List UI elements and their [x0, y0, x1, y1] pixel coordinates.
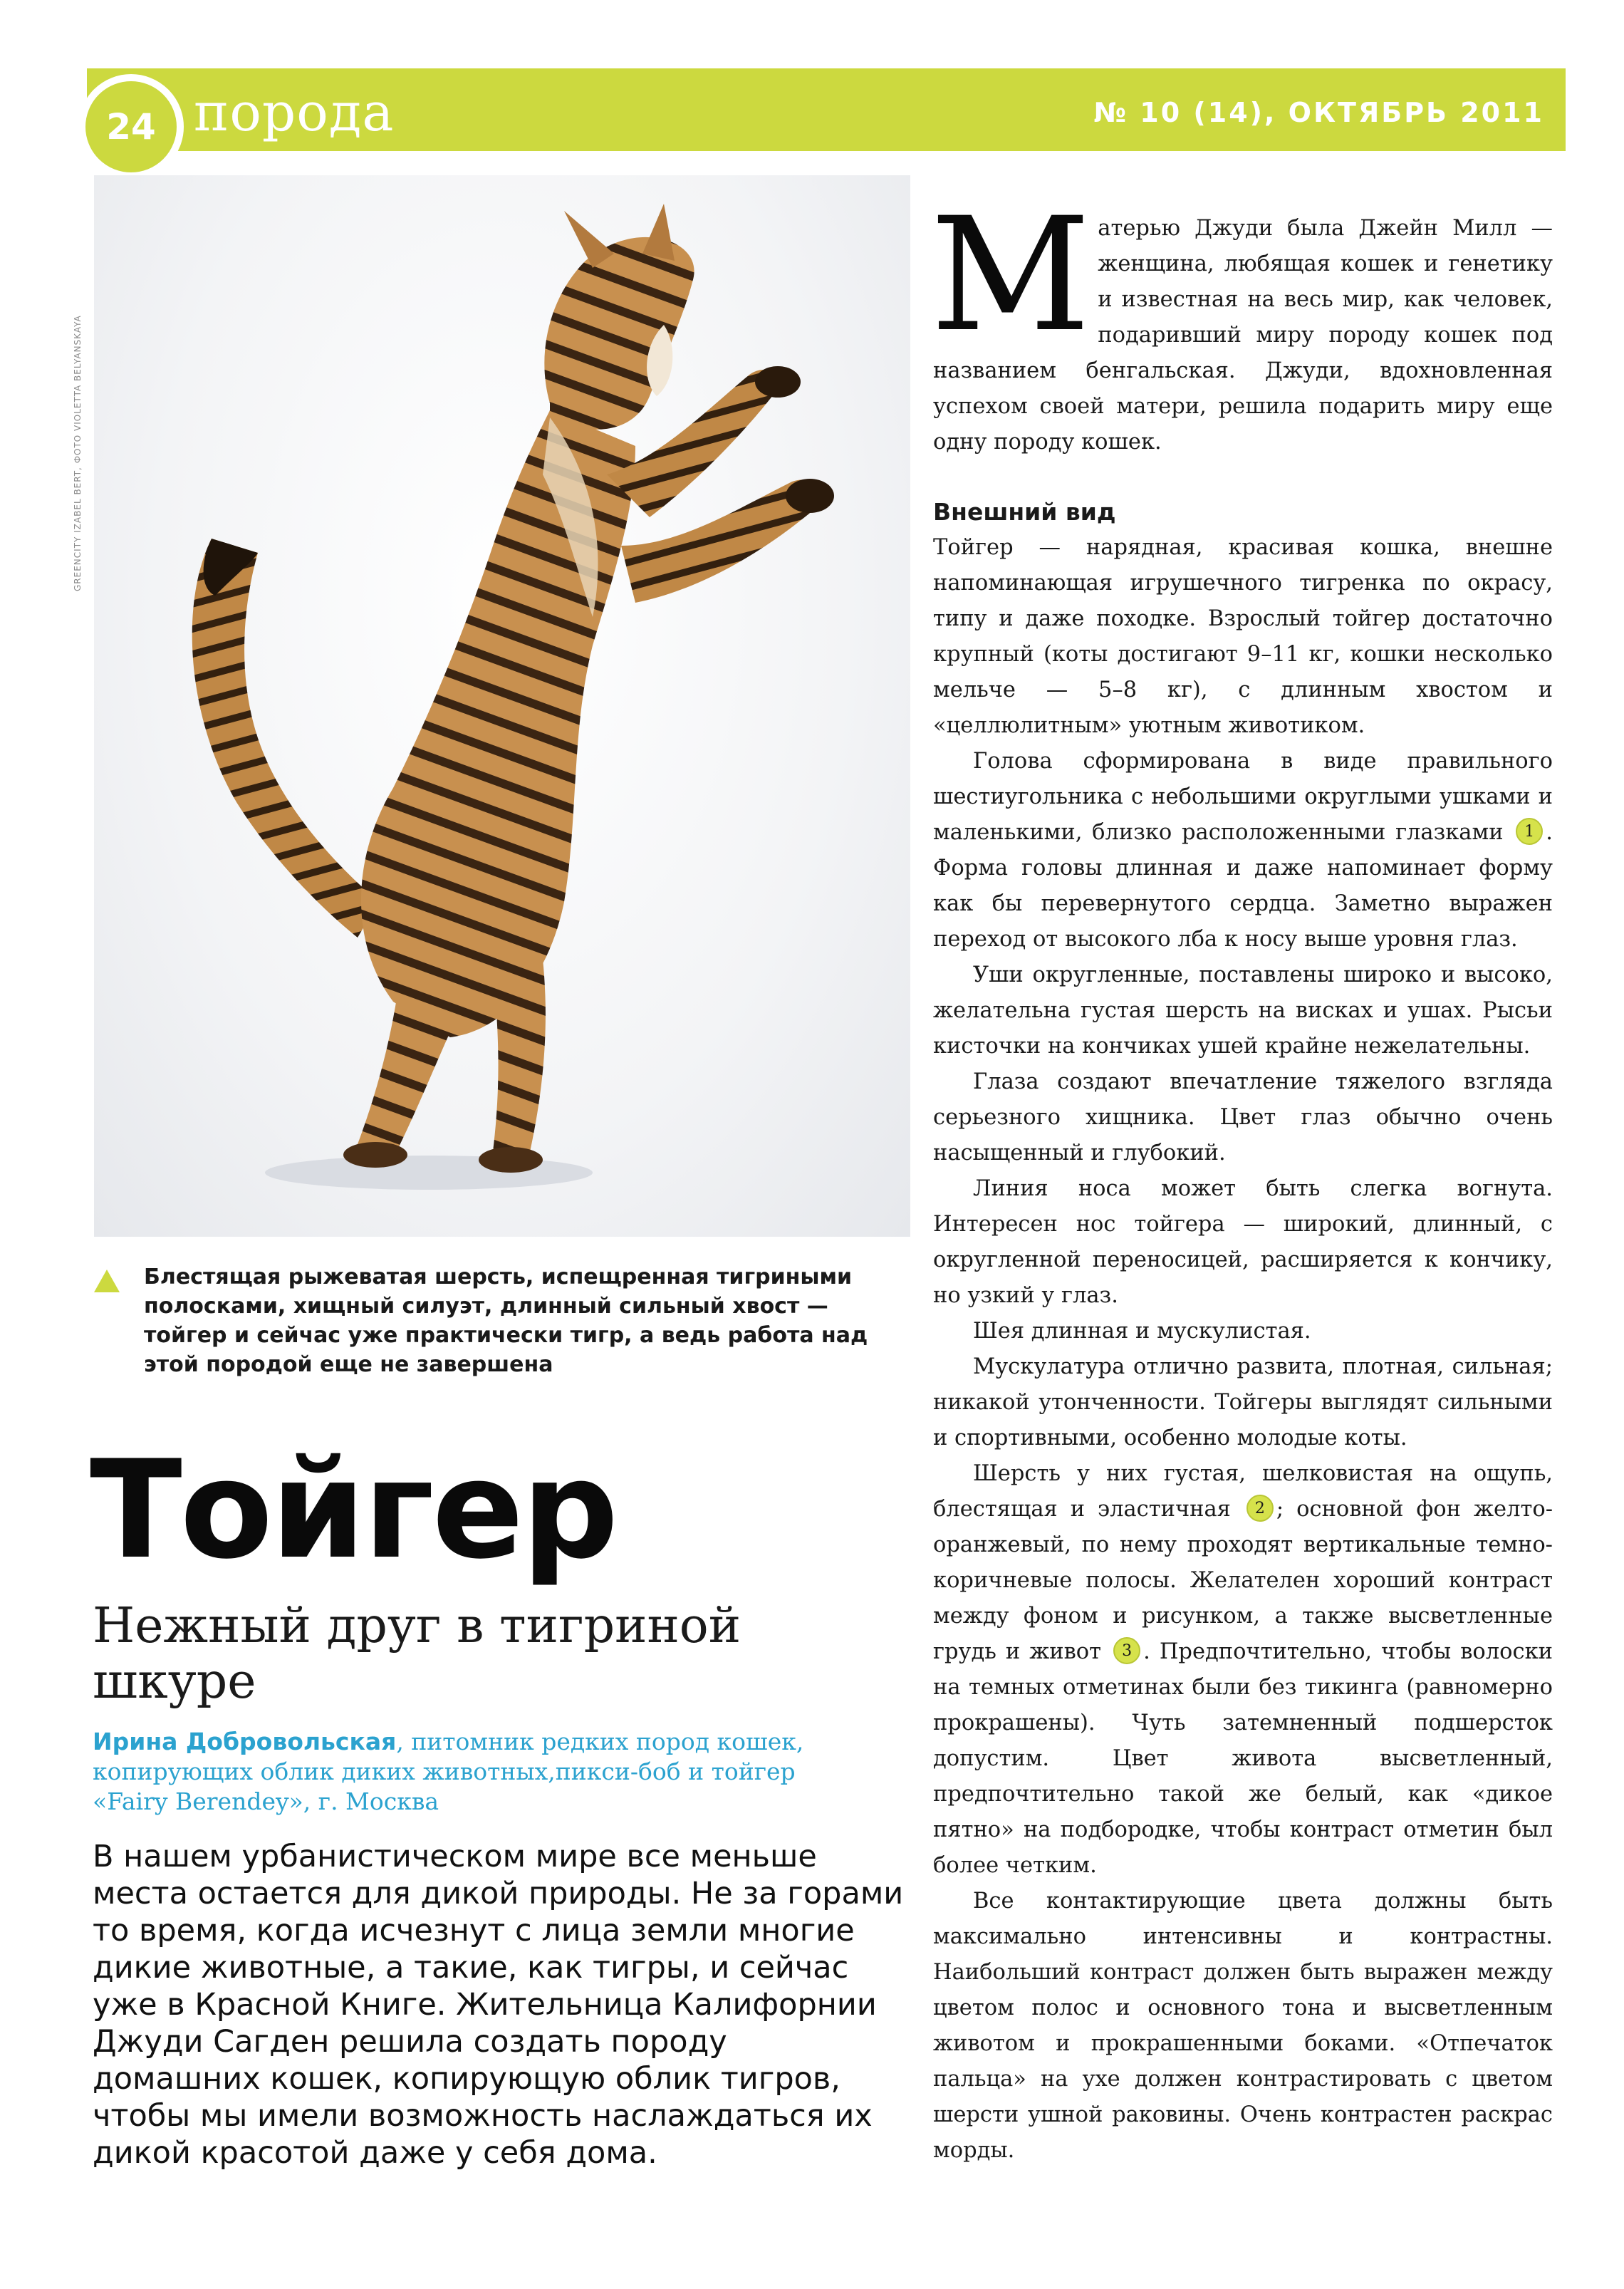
issue-info: № 10 (14), ОКТЯБРЬ 2011	[1093, 97, 1544, 128]
paragraph-text: Шерсть у них густая, шелковистая на ощупь, блестящая и эластичная	[933, 1461, 1553, 1522]
drop-cap: М	[930, 184, 1091, 366]
photo-caption: Блестящая рыжеватая шерсть, испещренная тигриными полосками, хищный силуэт, длинный сильный хвост — тойгер и сейчас уже практически тигр, а ведь работа над этой породой еще не завершена	[144, 1265, 868, 1377]
intro-paragraph	[930, 184, 1553, 460]
article-subtitle: Нежный друг в тигриной шкуре	[93, 1598, 741, 1710]
photo-ref-marker: 2	[1246, 1495, 1274, 1522]
paragraph: Мускулатура отлично развита, плотная, сильная; никакой утонченности. Тойгеры выглядят сильными и спортивными, особенно молодые коты.	[933, 1354, 1553, 1450]
lead-paragraph: В нашем урбанистическом мире все меньше места остается для дикой природы. Не за горами то время, когда исчезнут с лица земли многие дикие животные, а такие, как тигры, и сейчас уже в Красной Книге. Жительница Калифорнии Джуди Сагден решила создать породу домашних кошек, копирующую облик тигров, чтобы мы имели возможность наслаждаться их дикой красотой даже у себя дома.	[93, 1839, 904, 2171]
paragraph: Глаза создают впечатление тяжелого взгляда серьезного хищника. Цвет глаз обычно очень насыщенный и глубокий.	[933, 1069, 1553, 1166]
author-affiliation: , питомник редких пород кошек, копирующих облик диких животных,пикси-боб и тойгер «Fairy Berendey», г. Москва	[93, 1728, 804, 1815]
paragraph: Тойгер — нарядная, красивая кошка, внешне напоминающая игрушечного тигренка по окрасу, типу и даже походке. Взрослый тойгер достаточно крупный (коты достигают 9–11 кг, кошки несколько мельче — 5–8 кг), с длинным хвостом и «целлюлитным» уютным животиком.	[933, 535, 1553, 738]
cat-photo	[94, 175, 910, 1237]
caption-triangle-icon	[93, 1268, 121, 1294]
photo-ref-marker: 3	[1113, 1637, 1140, 1664]
section-name: порода	[194, 82, 395, 143]
paragraph: Уши округленные, поставлены широко и высоко, желательна густая шерсть на висках и ушах. Рысьи кисточки на кончиках ушей крайне нежелательны.	[933, 962, 1553, 1059]
photo-credit: GREENCITY IZABEL BERT, ФОТО VIOLETTA BELYANSKAYA	[73, 315, 83, 591]
section-heading: Внешний вид	[933, 498, 1116, 526]
paragraph	[933, 744, 1553, 957]
page-number: 24	[78, 74, 184, 180]
author-line	[93, 1727, 876, 1817]
author-name: Ирина Добровольская	[93, 1728, 397, 1755]
paragraph: Все контактирующие цвета должны быть максимально интенсивны и контрастны. Наибольший контраст должен быть выражен между цветом полос и основного тона и высветленным животом и прокрашенными боками. «Отпечаток пальца» на ухе должен контрастировать с цветом шерсти ушной раковины. Очень контрастен раскрас морды.	[933, 1889, 1553, 2163]
paragraph-text: ; основной фон желто-оранжевый, по нему проходят вертикальные темно-коричневые полосы. Желателен хороший контраст между фоном и рисунком, а также высветленные грудь и живот	[933, 1497, 1553, 1664]
intro-text: атерью Джуди была Джейн Милл — женщина, любящая кошек и генетику и известная на весь мир, как человек, подаривший миру породу кошек под названием бенгальская. Джуди, вдохновленная успехом своей матери, решила подарить миру еще одну породу кошек.	[933, 216, 1553, 455]
photo-ref-marker: 1	[1516, 818, 1543, 845]
paragraph: Шея длинная и мускулистая.	[973, 1319, 1311, 1344]
article-title: Тойгер	[90, 1431, 617, 1589]
paragraph	[933, 1456, 1553, 1884]
paragraph-text: Голова сформирована в виде правильного шестиугольника с небольшими округлыми ушками и маленькими, близко расположенными глазками	[933, 749, 1553, 845]
paragraph-text: . Форма головы длинная и даже напоминает форму как бы перевернутого сердца. Заметно выражен переход от высокого лба к носу выше уровня глаз.	[933, 820, 1553, 952]
paragraph-text: . Предпочтительно, чтобы волоски на темных отметинах были без тикинга (равномерно прокрашены). Чуть затемненный подшерсток допустим. Цвет живота высветленный, предпочтительно такой же белый, как «дикое пятно» на подбородке, чтобы контраст отметин был более четким.	[933, 1639, 1553, 1878]
paragraph: Линия носа может быть слегка вогнута. Интересен нос тойгера — широкий, длинный, с округленной переносицей, расширяется к кончику, но узкий у глаз.	[933, 1176, 1553, 1308]
article-body	[930, 184, 1553, 2169]
toyger-cat-illustration	[94, 175, 910, 1237]
